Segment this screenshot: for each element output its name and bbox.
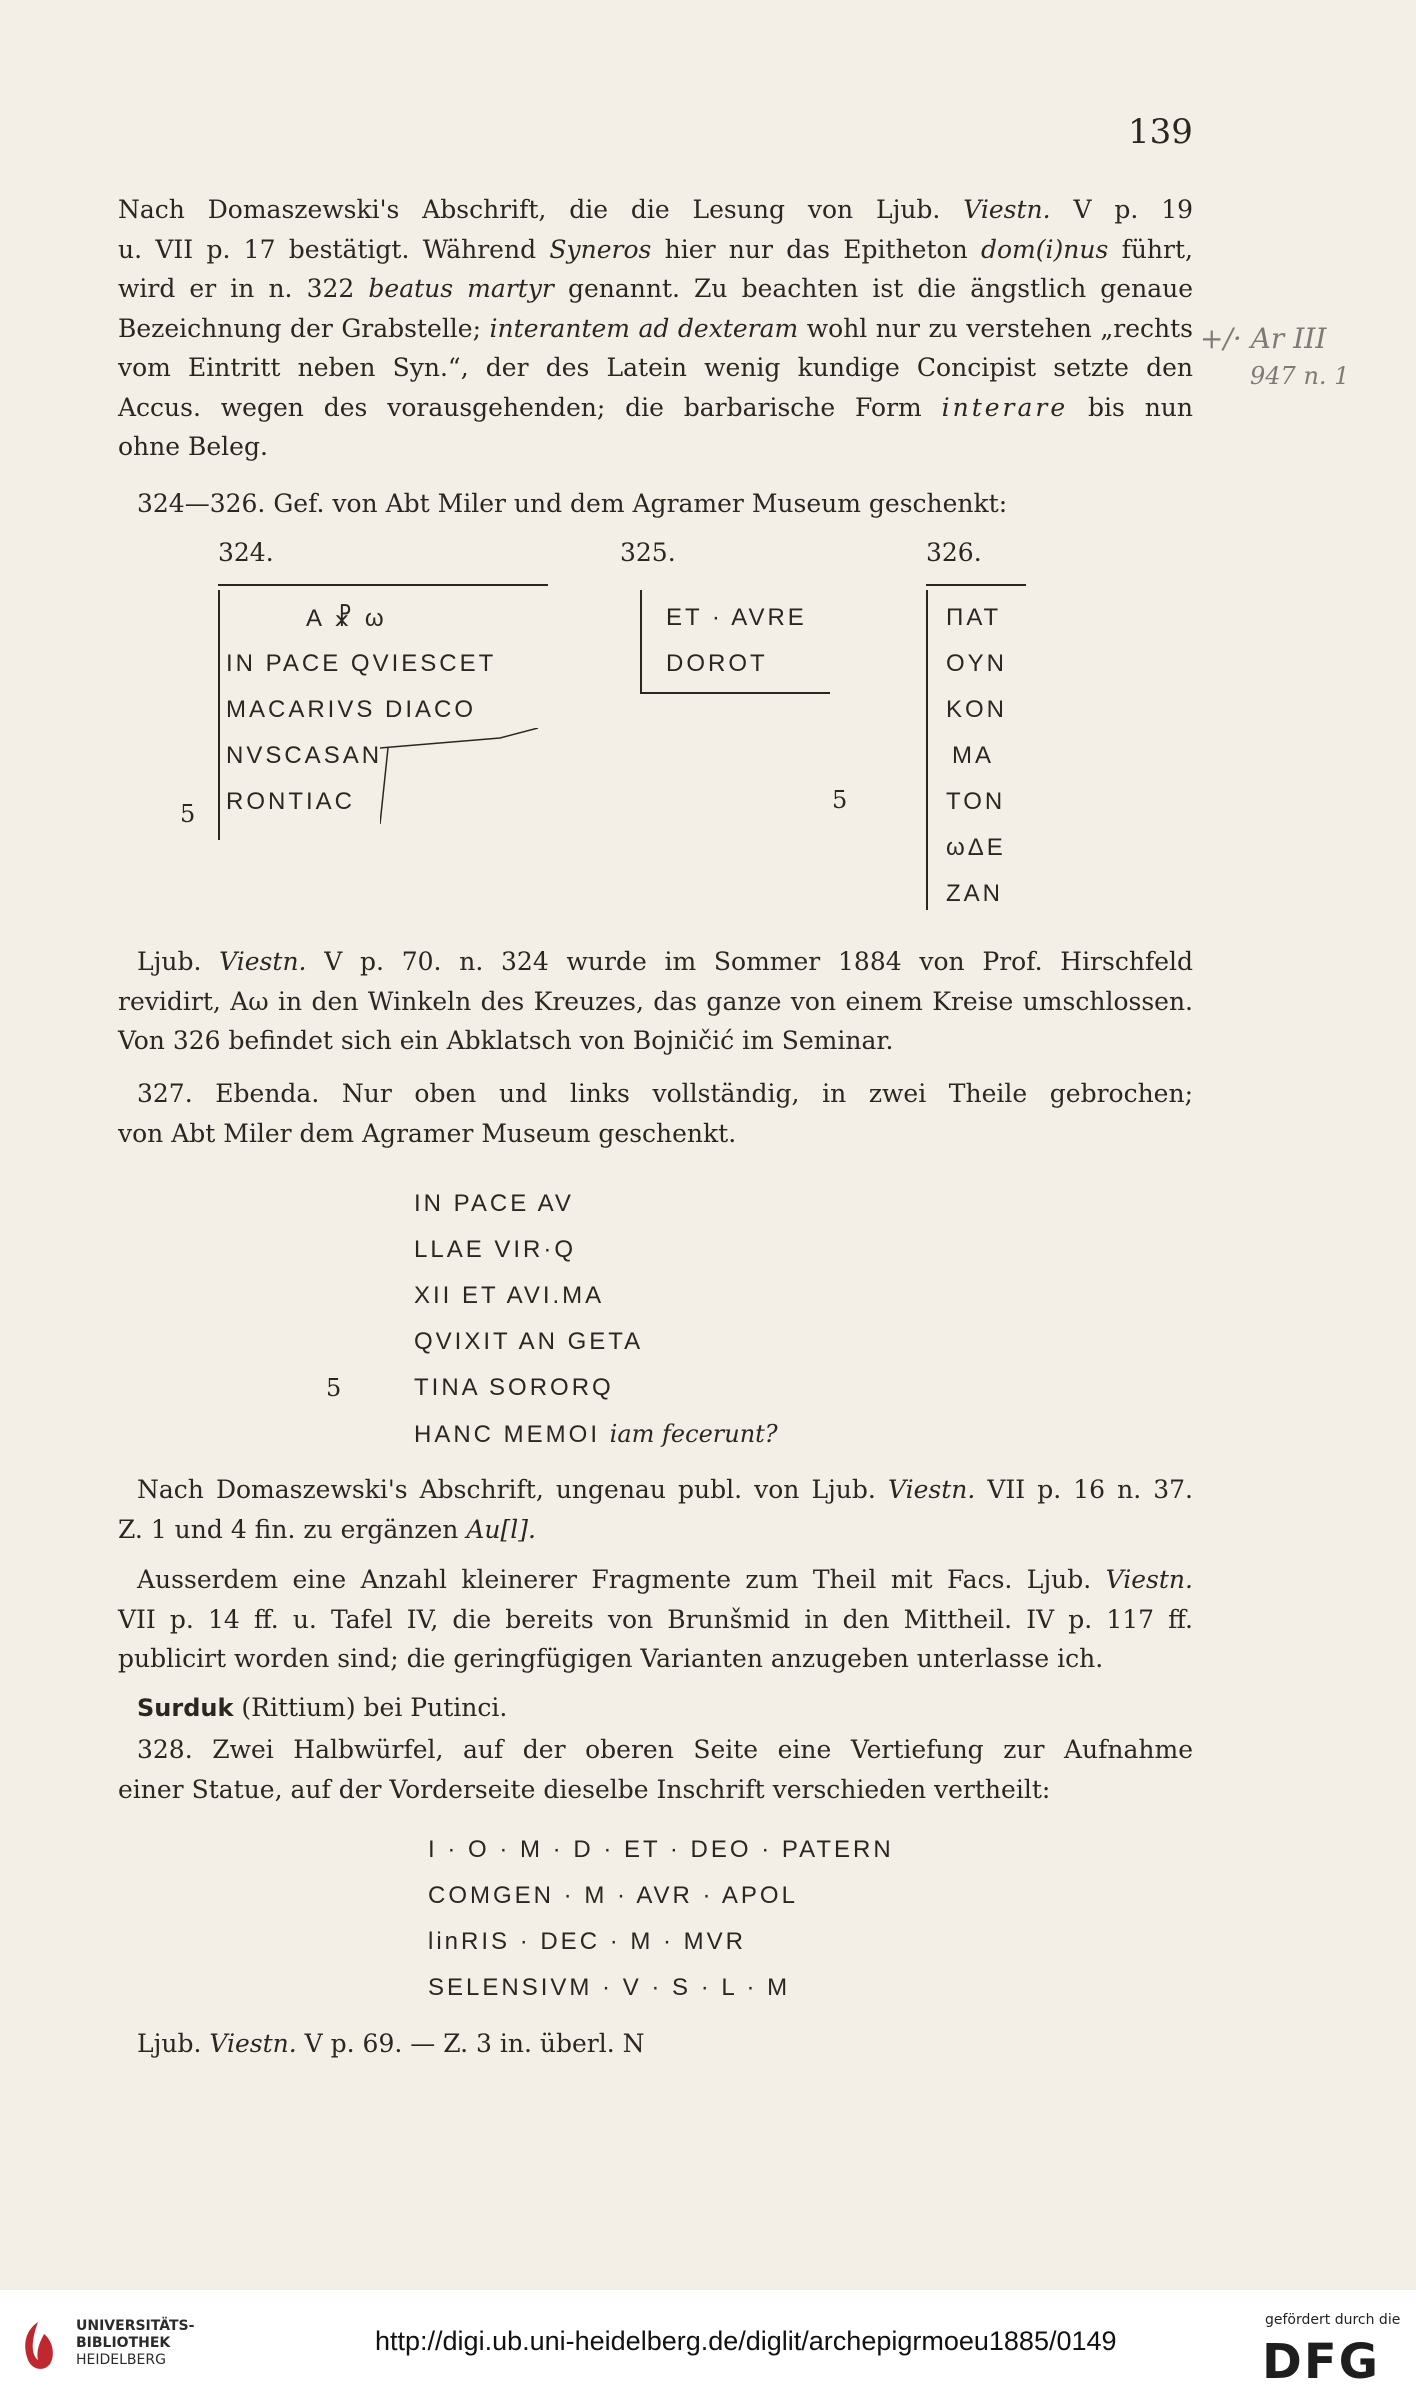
inscription-line: OYN bbox=[946, 650, 1008, 677]
text: ohne Beleg. bbox=[118, 432, 268, 461]
text: bis nun bbox=[1088, 392, 1193, 422]
text: Ljub. bbox=[137, 2029, 202, 2058]
text: 327. Ebenda. Nur oben und links vollständig, in zwei Theile gebrochen; bbox=[137, 1079, 1193, 1108]
footer bbox=[0, 2290, 1416, 2395]
paragraph-1 bbox=[118, 190, 1193, 467]
line-number: 5 bbox=[326, 1374, 342, 1402]
inscription-line: ET · AVRE bbox=[666, 604, 807, 631]
paragraph-7 bbox=[118, 1730, 1193, 1809]
inscription-italic: iam fecerunt? bbox=[609, 1420, 778, 1448]
margin-note-bottom: 947 n. 1 bbox=[1250, 362, 1350, 390]
text-italic: interare bbox=[941, 392, 1069, 422]
inscription-325 bbox=[666, 604, 866, 704]
text-italic: Viestn. bbox=[219, 947, 307, 976]
text: hier nur das Epitheton bbox=[664, 234, 968, 264]
text-italic: dom(i)nus bbox=[980, 234, 1109, 264]
text-italic: beatus martyr bbox=[368, 274, 554, 303]
library-name-line: UNIVERSITÄTS- bbox=[76, 2318, 195, 2334]
inscription-line: linRIS · DEC · M · MVR bbox=[428, 1928, 746, 1955]
text: wird er in n. 322 bbox=[118, 274, 355, 303]
inscription-line: LLAE VIR·Q bbox=[414, 1236, 577, 1263]
inscription-324-label: 324. bbox=[218, 538, 274, 567]
divider bbox=[926, 590, 928, 910]
line-number: 5 bbox=[180, 800, 196, 828]
text-italic: Viestn. bbox=[963, 195, 1051, 224]
text: u. VII p. 17 bestätigt. Während bbox=[118, 234, 537, 264]
text: führt, bbox=[1121, 234, 1193, 264]
library-name-line: BIBLIOTHEK bbox=[76, 2335, 171, 2351]
funding-note: gefördert durch die bbox=[1265, 2312, 1401, 2328]
text-italic: Syneros bbox=[549, 234, 652, 264]
divider bbox=[640, 590, 642, 694]
inscription-325-label: 325. bbox=[620, 538, 676, 567]
text-italic: Viestn. bbox=[209, 2029, 297, 2058]
text: vom Eintritt neben Syn.“, der des Latein wenig kundige Concipist setzte den bbox=[118, 353, 1193, 382]
university-logo-icon bbox=[16, 2320, 60, 2374]
library-name-line: HEIDELBERG bbox=[76, 2352, 166, 2368]
inscription-326 bbox=[946, 604, 1046, 924]
text: einer Statue, auf der Vorderseite dieselbe Inschrift verschieden vertheilt: bbox=[118, 1774, 1051, 1804]
source-url-link[interactable]: http://digi.ub.uni-heidelberg.de/diglit/archepigrmoeu1885/0149 bbox=[375, 2326, 1117, 2356]
text: Nach Domaszewski's Abschrift, die die Lesung von Ljub. bbox=[118, 195, 941, 224]
inscription-break-line bbox=[380, 728, 540, 828]
library-name bbox=[76, 2318, 194, 2369]
section-heading bbox=[137, 1688, 1212, 1729]
section-title: Surduk bbox=[137, 1694, 234, 1722]
inscription-text: HANC MEMOI bbox=[414, 1421, 600, 1448]
inscription-line: MACARIVS DIACO bbox=[226, 696, 477, 723]
text: Z. 1 und 4 fin. zu ergänzen bbox=[118, 1514, 459, 1544]
inscription-line: NVSCASAN bbox=[226, 742, 383, 769]
inscription-326-label: 326. bbox=[926, 538, 982, 567]
inscription-line: DOROT bbox=[666, 650, 768, 677]
page-number: 139 bbox=[1128, 112, 1193, 152]
inscription-line: KON bbox=[946, 696, 1008, 723]
paragraph-6 bbox=[118, 1560, 1193, 1679]
inscription-line: ΠAT bbox=[946, 604, 1002, 631]
text: Von 326 befindet sich ein Abklatsch von Bojničić im Seminar. bbox=[118, 1026, 894, 1055]
inscription-line: RONTIAC bbox=[226, 788, 355, 815]
paragraph-8 bbox=[118, 2024, 1193, 2064]
inscription-line: QVIXIT AN GETA bbox=[414, 1328, 644, 1355]
inscription-line: TINA SORORQ bbox=[414, 1374, 614, 1401]
divider bbox=[218, 590, 220, 840]
inscription-line: IN PACE AV bbox=[414, 1190, 574, 1217]
text: VII p. 14 ff. u. Tafel IV, die bereits von Brunšmid in den Mittheil. IV p. 117 ff. bbox=[118, 1604, 1193, 1634]
text: V p. 69. — Z. 3 in. überl. N bbox=[304, 2029, 645, 2058]
paragraph-5 bbox=[118, 1470, 1193, 1549]
text-italic: Au[l]. bbox=[466, 1514, 536, 1544]
paragraph-3 bbox=[118, 942, 1193, 1061]
text: V p. 19 bbox=[1073, 195, 1194, 224]
text: Nach Domaszewski's Abschrift, ungenau publ. von Ljub. bbox=[137, 1475, 876, 1504]
inscription-line: COMGEN · M · AVR · APOL bbox=[428, 1882, 798, 1909]
text: Bezeichnung der Grabstelle; bbox=[118, 313, 482, 343]
divider bbox=[926, 584, 1026, 586]
text-italic: Viestn. bbox=[887, 1475, 976, 1504]
inscription-line: XII ET AVI.MA bbox=[414, 1282, 605, 1309]
text: revidirt, Aω in den Winkeln des Kreuzes, das ganze von einem Kreise umschlossen. bbox=[118, 986, 1193, 1016]
inscription-line: ZAN bbox=[946, 880, 1003, 907]
text: von Abt Miler dem Agramer Museum geschenkt. bbox=[118, 1118, 737, 1148]
dfg-logo: DFG bbox=[1262, 2334, 1381, 2390]
inscription-line: I · O · M · D · ET · DEO · PATERN bbox=[428, 1836, 894, 1863]
text: VII p. 16 n. 37. bbox=[987, 1475, 1194, 1504]
text: genannt. Zu beachten ist die ängstlich genaue bbox=[567, 274, 1194, 303]
divider bbox=[218, 584, 548, 586]
paragraph-4 bbox=[118, 1074, 1193, 1153]
text: Accus. wegen des vorausgehenden; die barbarische Form bbox=[118, 392, 922, 422]
line-number: 5 bbox=[832, 786, 848, 814]
inscription-line bbox=[414, 1420, 778, 1449]
text: 324—326. Gef. von Abt Miler und dem Agramer Museum geschenkt: bbox=[137, 489, 1008, 518]
text: Ausserdem eine Anzahl kleinerer Fragmente zum Theil mit Facs. Ljub. bbox=[137, 1565, 1092, 1594]
margin-note-top: +/· Ar III bbox=[1200, 322, 1327, 355]
text-italic: Viestn. bbox=[1105, 1565, 1193, 1594]
inscription-328 bbox=[428, 1836, 928, 2026]
text: publicirt worden sind; die geringfügigen Varianten anzugeben unterlasse ich. bbox=[118, 1644, 1104, 1673]
inscription-line: SELENSIVM · V · S · L · M bbox=[428, 1974, 791, 2001]
text: 328. Zwei Halbwürfel, auf der oberen Seite eine Vertiefung zur Aufnahme bbox=[137, 1735, 1193, 1764]
inscription-line: IN PACE QVIESCET bbox=[226, 650, 497, 677]
inscription-line: A ☧ ω bbox=[306, 605, 387, 632]
inscription-line: MA bbox=[952, 742, 994, 769]
inscription-line: TON bbox=[946, 788, 1006, 815]
text: Ljub. bbox=[137, 947, 202, 976]
inscription-line: ωΔE bbox=[946, 834, 1006, 861]
text: wohl nur zu verstehen „rechts bbox=[806, 313, 1193, 343]
paragraph-2 bbox=[137, 484, 1193, 524]
text: V p. 70. n. 324 wurde im Sommer 1884 von Prof. Hirschfeld bbox=[324, 947, 1193, 976]
text: (Rittium) bei Putinci. bbox=[241, 1693, 508, 1722]
text-italic: interantem ad dexteram bbox=[489, 313, 799, 343]
inscription-327 bbox=[414, 1190, 914, 1450]
